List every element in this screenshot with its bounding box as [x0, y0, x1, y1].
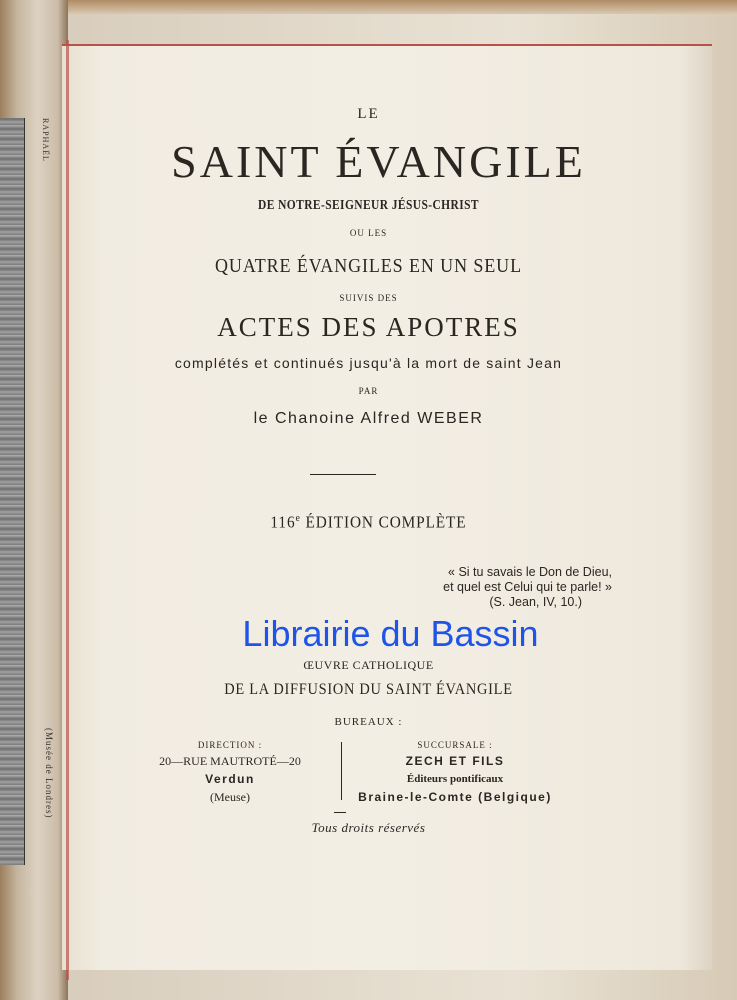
epigraph-line-1: « Si tu savais le Don de Dieu, — [448, 565, 612, 579]
book-cover-edge — [0, 0, 737, 14]
connector-suivis-des: SUIVIS DES — [339, 293, 398, 303]
edition-superscript: e — [295, 512, 301, 524]
office-succursale — [355, 738, 555, 806]
succursale-name: ZECH ET FILS — [405, 754, 505, 768]
rights-dash — [334, 812, 346, 813]
author-line: le Chanoine Alfred WEBER — [253, 410, 484, 427]
page-title: SAINT ÉVANGILE — [171, 136, 586, 187]
connector-ou-les: OU LES — [349, 228, 388, 238]
epigraph — [362, 565, 612, 610]
office-direction — [130, 738, 330, 806]
subtitle-quatre-evangiles: QUATRE ÉVANGILES EN UN SEUL — [215, 255, 522, 277]
direction-address: 20—RUE MAUTROTÉ—20 — [159, 754, 301, 768]
seller-watermark: Librairie du Bassin — [242, 613, 539, 654]
succursale-editeurs: Éditeurs pontificaux — [406, 773, 504, 785]
succursale-label: SUCCURSALE : — [417, 740, 493, 750]
title-article: LE — [357, 106, 380, 122]
description-line: complétés et continués jusqu'à la mort de saint Jean — [174, 355, 563, 371]
epigraph-source: (S. Jean, IV, 10.) — [489, 595, 582, 609]
offices-heading: BUREAUX : — [334, 716, 403, 728]
offices-divider — [341, 742, 342, 800]
epigraph-line-2: et quel est Celui qui te parle! » — [443, 580, 612, 594]
subtitle-actes: ACTES DES APOTRES — [217, 312, 520, 342]
plate-caption-top: RAPHAËL — [41, 118, 50, 162]
publisher-name: DE LA DIFFUSION DU SAINT ÉVANGILE — [224, 681, 513, 698]
subtitle: DE NOTRE-SEIGNEUR JÉSUS-CHRIST — [258, 198, 479, 213]
edition-number: 116 — [270, 512, 296, 532]
edition-text: ÉDITION COMPLÈTE — [300, 512, 467, 532]
separator-rule — [310, 474, 376, 475]
succursale-city: Braine-le-Comte (Belgique) — [358, 790, 552, 804]
publisher-oeuvre: ŒUVRE CATHOLIQUE — [303, 658, 434, 672]
connector-par: PAR — [358, 386, 379, 396]
rights-notice: Tous droits réservés — [311, 820, 426, 835]
plate-caption-bottom: (Musée de Londres) — [44, 728, 54, 819]
edition-line — [37, 512, 700, 533]
direction-city: Verdun — [205, 772, 255, 786]
direction-label: DIRECTION : — [197, 740, 263, 750]
direction-region: (Meuse) — [210, 790, 250, 804]
